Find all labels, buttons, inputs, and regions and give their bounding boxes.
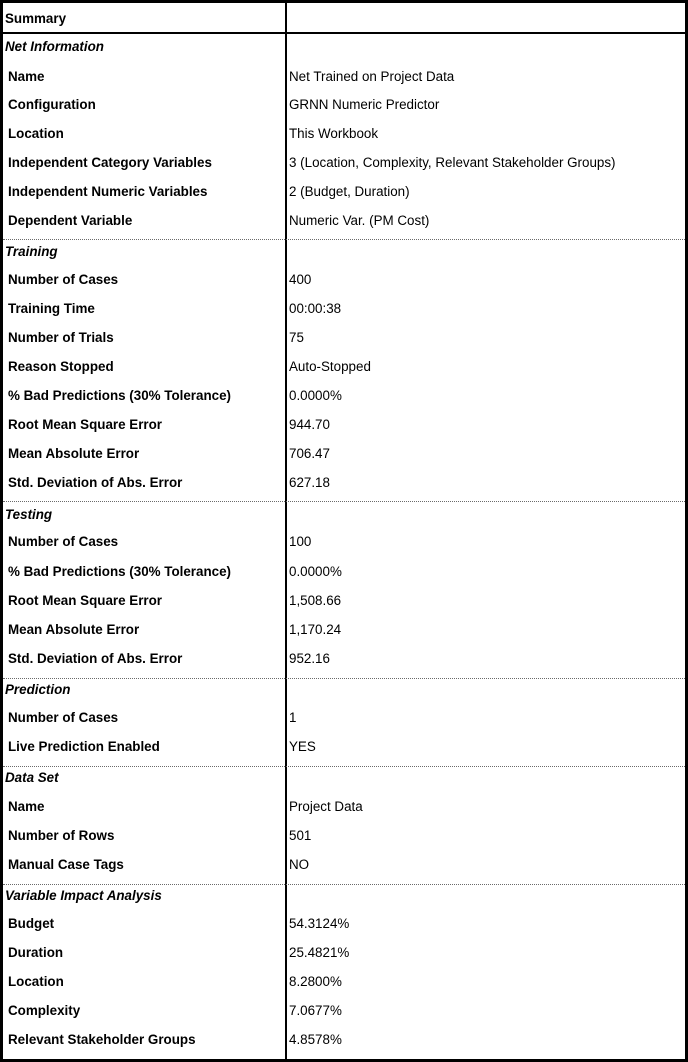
- table-row: [3, 63, 685, 91]
- section-title: Training: [5, 244, 58, 260]
- table-row: [3, 149, 685, 177]
- row-value: 627.18: [289, 475, 330, 491]
- table-row: [3, 528, 685, 556]
- table-row: [3, 382, 685, 410]
- row-label: Training Time: [8, 301, 95, 317]
- section-testing: [3, 502, 685, 527]
- table-row: [3, 266, 685, 294]
- row-label: Name: [8, 69, 45, 85]
- row-label: Root Mean Square Error: [8, 417, 163, 433]
- row-label: Number of Rows: [8, 828, 115, 844]
- row-label: Number of Cases: [8, 710, 119, 726]
- table-row: [3, 295, 685, 323]
- table-row: [3, 1026, 685, 1054]
- table-row: [3, 733, 685, 761]
- row-value: 54.3124%: [289, 916, 350, 932]
- row-value: 7.0677%: [289, 1003, 342, 1019]
- row-value: 00:00:38: [289, 301, 342, 317]
- row-value: Net Trained on Project Data: [289, 69, 455, 85]
- table-row: [3, 324, 685, 352]
- table-row: [3, 851, 685, 879]
- section-title: Data Set: [5, 770, 59, 786]
- table-row: [3, 91, 685, 119]
- row-value: Numeric Var. (PM Cost): [289, 213, 430, 229]
- table-row: [3, 353, 685, 381]
- row-label: Number of Cases: [8, 272, 119, 288]
- table-row: [3, 968, 685, 996]
- table-row: [3, 704, 685, 732]
- section-title: Net Information: [5, 39, 104, 55]
- section-prediction: [3, 678, 685, 702]
- table-row: [3, 411, 685, 439]
- row-label: Complexity: [8, 1003, 81, 1019]
- row-label: Name: [8, 799, 45, 815]
- row-label: Mean Absolute Error: [8, 622, 140, 638]
- section-data-set: [3, 766, 685, 790]
- table-row: [3, 469, 685, 497]
- row-value: 1,508.66: [289, 593, 342, 609]
- table-row: [3, 997, 685, 1025]
- section-title: Variable Impact Analysis: [5, 888, 162, 904]
- row-label: Location: [8, 126, 64, 142]
- row-value: 100: [289, 534, 312, 550]
- table-row: [3, 939, 685, 967]
- row-value: 2 (Budget, Duration): [289, 184, 410, 200]
- row-value: 3 (Location, Complexity, Relevant Stakeholder Groups): [289, 155, 616, 171]
- row-value: 25.4821%: [289, 945, 350, 961]
- row-value: 75: [289, 330, 304, 346]
- row-label: Number of Trials: [8, 330, 114, 346]
- row-value: This Workbook: [289, 126, 379, 142]
- row-label: Relevant Stakeholder Groups: [8, 1032, 196, 1048]
- row-label: Reason Stopped: [8, 359, 114, 375]
- section-title: Prediction: [5, 682, 71, 698]
- row-value: 1: [289, 710, 297, 726]
- row-label: Duration: [8, 945, 64, 961]
- row-label: Std. Deviation of Abs. Error: [8, 475, 183, 491]
- row-label: Manual Case Tags: [8, 857, 124, 873]
- row-label: Std. Deviation of Abs. Error: [8, 651, 183, 667]
- row-value: 8.2800%: [289, 974, 342, 990]
- row-label: Independent Category Variables: [8, 155, 212, 171]
- section-net-information: [3, 34, 685, 60]
- table-row: [3, 910, 685, 938]
- table-row: [3, 616, 685, 644]
- row-label: Mean Absolute Error: [8, 446, 140, 462]
- row-value: 944.70: [289, 417, 330, 433]
- row-label: Budget: [8, 916, 55, 932]
- row-value: 1,170.24: [289, 622, 342, 638]
- table-row: [3, 558, 685, 586]
- summary-header-row: [3, 7, 685, 31]
- row-label: Root Mean Square Error: [8, 593, 163, 609]
- row-value: 4.8578%: [289, 1032, 342, 1048]
- table-row: [3, 793, 685, 821]
- table-row: [3, 645, 685, 673]
- row-value: 501: [289, 828, 312, 844]
- row-label: Independent Numeric Variables: [8, 184, 208, 200]
- section-variable-impact-analysis: [3, 884, 685, 908]
- row-label: Live Prediction Enabled: [8, 739, 160, 755]
- table-row: [3, 822, 685, 850]
- row-label: % Bad Predictions (30% Tolerance): [8, 388, 231, 404]
- row-value: Project Data: [289, 799, 363, 815]
- row-label: Location: [8, 974, 64, 990]
- row-value: 400: [289, 272, 312, 288]
- section-training: [3, 240, 685, 264]
- table-row: [3, 587, 685, 615]
- table-row: [3, 178, 685, 206]
- row-value: GRNN Numeric Predictor: [289, 97, 440, 113]
- table-row: [3, 120, 685, 148]
- table-row: [3, 207, 685, 235]
- row-value: 0.0000%: [289, 564, 342, 580]
- row-value: Auto-Stopped: [289, 359, 371, 375]
- row-value: 952.16: [289, 651, 330, 667]
- row-label: Dependent Variable: [8, 213, 133, 229]
- row-value: YES: [289, 739, 316, 755]
- summary-title: Summary: [5, 11, 67, 27]
- table-row: [3, 440, 685, 468]
- row-label: % Bad Predictions (30% Tolerance): [8, 564, 231, 580]
- row-label: Configuration: [8, 97, 96, 113]
- section-title: Testing: [5, 506, 53, 522]
- row-value: 0.0000%: [289, 388, 342, 404]
- row-value: NO: [289, 857, 310, 873]
- row-label: Number of Cases: [8, 534, 119, 550]
- row-value: 706.47: [289, 446, 330, 462]
